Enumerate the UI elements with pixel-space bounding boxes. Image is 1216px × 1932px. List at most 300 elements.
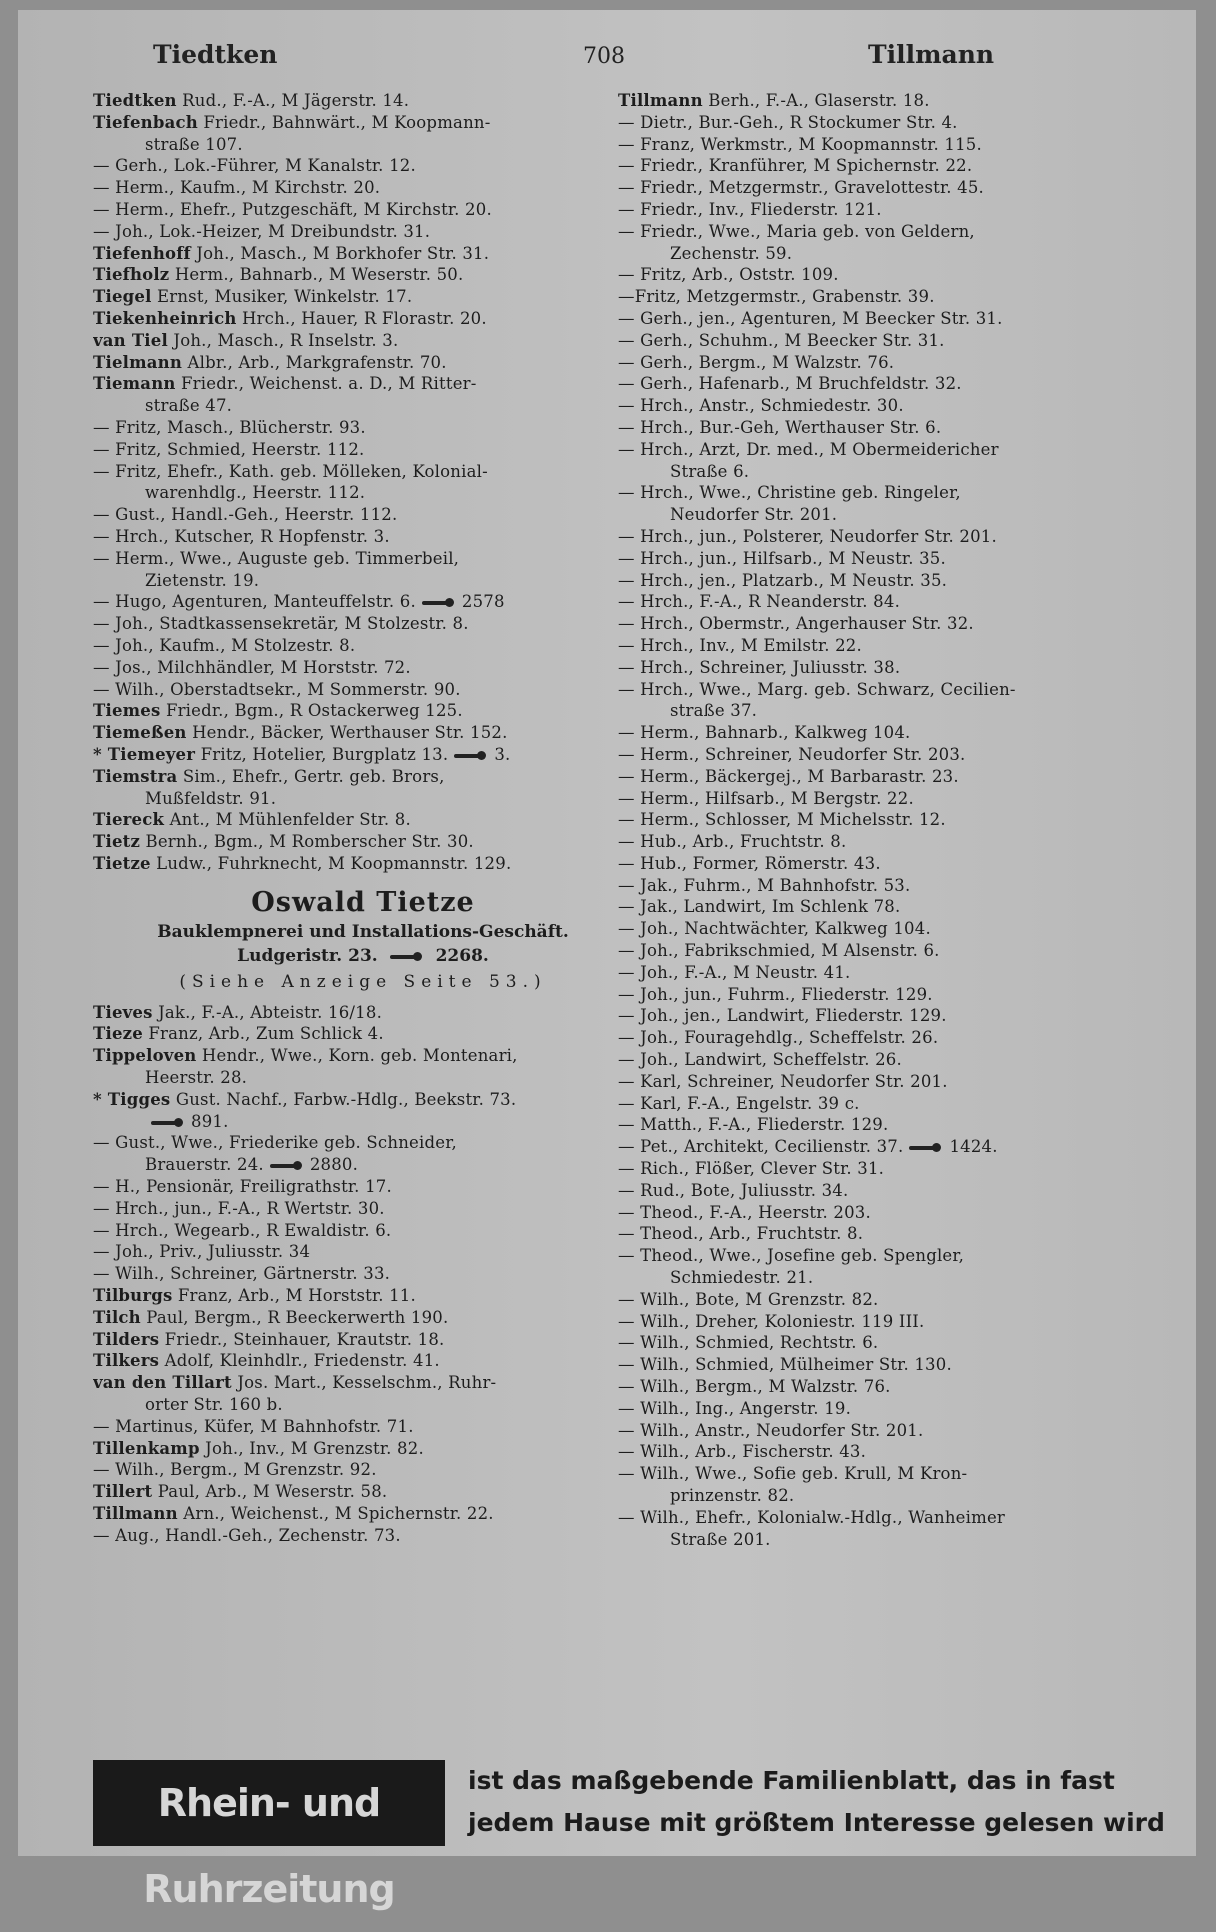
entry-text: Ernst, Musiker, Winkelstr. 17. <box>151 287 413 307</box>
entry-text: Friedr., Steinhauer, Krautstr. 18. <box>159 1329 445 1349</box>
entry-surname: Tilders <box>93 1329 160 1349</box>
entry-continuation <box>618 700 1158 722</box>
directory-entry <box>618 1463 1158 1485</box>
entry-text: Zechenstr. 59. <box>670 243 793 263</box>
entry-text: Hendr., Wwe., Korn. geb. Montenari, <box>196 1046 518 1066</box>
telephone-icon <box>390 952 424 961</box>
entry-surname: Tiefholz <box>93 265 170 285</box>
entry-text: — Hrch., Wegearb., R Ewaldistr. 6. <box>93 1220 392 1240</box>
directory-entry <box>93 635 633 657</box>
directory-entry <box>93 1503 633 1525</box>
directory-entry <box>93 1023 633 1045</box>
entry-text: — Wilh., Wwe., Sofie geb. Krull, M Kron- <box>618 1464 968 1484</box>
entry-continuation <box>618 243 1158 265</box>
entry-text: — Hrch., F.-A., R Neanderstr. 84. <box>618 592 901 612</box>
directory-entry <box>618 1202 1158 1224</box>
entry-phone-number: 2578 <box>461 592 505 612</box>
directory-entry <box>618 722 1158 744</box>
entry-text: — Herm., Wwe., Auguste geb. Timmerbeil, <box>93 548 460 568</box>
directory-entry <box>618 679 1158 701</box>
entry-text: — Hub., Former, Römerstr. 43. <box>618 853 881 873</box>
directory-entry <box>618 482 1158 504</box>
entry-text: — Matth., F.-A., Fliederstr. 129. <box>618 1115 889 1135</box>
running-head-right: Tillmann <box>868 40 995 69</box>
entry-text: — Gerh., Hafenarb., M Bruchfeldstr. 32. <box>618 374 962 394</box>
directory-entry <box>93 1350 633 1372</box>
directory-entry <box>618 373 1158 395</box>
entry-continuation <box>93 788 633 810</box>
entry-text: Berh., F.-A., Glaserstr. 18. <box>702 91 930 110</box>
entry-list-right <box>618 90 1158 1550</box>
directory-entry <box>618 1114 1158 1136</box>
entry-text: — Wilh., Bergm., M Walzstr. 76. <box>618 1377 891 1397</box>
advert-name: Oswald Tietze <box>251 886 475 918</box>
entry-text: Brauerstr. 24. <box>145 1155 264 1175</box>
entry-surname: * Tiemeyer <box>93 744 196 764</box>
directory-entry <box>93 221 633 243</box>
directory-entry <box>618 1441 1158 1463</box>
entry-continuation <box>93 570 633 592</box>
directory-entry <box>93 548 633 570</box>
directory-entry <box>93 1307 633 1329</box>
entry-list-part-1 <box>93 90 633 875</box>
entry-surname: van Tiel <box>93 330 168 350</box>
directory-entry <box>93 308 633 330</box>
directory-entry <box>618 831 1158 853</box>
entry-text: — Wilh., Ehefr., Kolonialw.-Hdlg., Wanheimer <box>618 1507 1005 1527</box>
entry-text: — Wilh., Ing., Angerstr. 19. <box>618 1398 852 1418</box>
entry-text: — Friedr., Kranführer, M Spichernstr. 22. <box>618 156 973 176</box>
entry-phone-number: 2880. <box>309 1155 359 1175</box>
entry-text: Franz, Arb., M Horststr. 11. <box>172 1286 416 1306</box>
entry-surname: Tiefenhoff <box>93 243 191 263</box>
directory-entry <box>618 918 1158 940</box>
directory-entry <box>618 1398 1158 1420</box>
entry-text: — Hrch., Wwe., Christine geb. Ringeler, <box>618 483 961 503</box>
directory-entry <box>93 373 633 395</box>
business-advert <box>93 887 633 992</box>
entry-text: — Joh., Fouragehdlg., Scheffelstr. 26. <box>618 1028 939 1048</box>
directory-entry <box>618 308 1158 330</box>
directory-entry <box>93 657 633 679</box>
entry-text: — Joh., Kaufm., M Stolzestr. 8. <box>93 635 356 655</box>
entry-text: Ant., M Mühlenfelder Str. 8. <box>164 810 411 830</box>
entry-text: — Hrch., jun., F.-A., R Wertstr. 30. <box>93 1198 385 1218</box>
left-column <box>93 90 633 1547</box>
directory-entry <box>618 591 1158 613</box>
entry-continuation <box>93 395 633 417</box>
directory-entry <box>618 134 1158 156</box>
entry-text: straße 107. <box>145 134 243 154</box>
telephone-icon <box>151 1118 185 1127</box>
entry-text: — Jak., Landwirt, Im Schlenk 78. <box>618 897 901 917</box>
entry-text: straße 37. <box>670 701 758 721</box>
entry-text: — Hrch., Schreiner, Juliusstr. 38. <box>618 657 901 677</box>
entry-text: — Jos., Milchhändler, M Horststr. 72. <box>93 657 411 677</box>
directory-entry <box>618 1049 1158 1071</box>
entry-text: — Herm., Hilfsarb., M Bergstr. 22. <box>618 788 914 808</box>
entry-text: Jak., F.-A., Abteistr. 16/18. <box>152 1002 383 1022</box>
entry-phone-number: 3. <box>494 744 511 764</box>
directory-entry <box>618 1289 1158 1311</box>
directory-entry <box>618 1376 1158 1398</box>
entry-text: Friedr., Bahnwärt., M Koopmann- <box>197 112 491 132</box>
entry-text: — Fritz, Ehefr., Kath. geb. Mölleken, Kolonial- <box>93 461 488 481</box>
entry-text: — Gust., Handl.-Geh., Heerstr. 112. <box>93 505 398 525</box>
entry-text: — Joh., jen., Landwirt, Fliederstr. 129. <box>618 1006 947 1026</box>
entry-text: — Theod., F.-A., Heerstr. 203. <box>618 1202 871 1222</box>
directory-entry <box>618 526 1158 548</box>
directory-entry <box>93 809 633 831</box>
directory-entry <box>618 1093 1158 1115</box>
directory-entry <box>618 439 1158 461</box>
advert-address: Ludgeristr. 23. <box>237 945 378 966</box>
directory-entry <box>618 1180 1158 1202</box>
entry-text: Hendr., Bäcker, Werthauser Str. 152. <box>186 723 508 743</box>
entry-surname: Tiekenheinrich <box>93 308 237 328</box>
entry-text: — Wilh., Oberstadtsekr., M Sommerstr. 90. <box>93 679 461 699</box>
entry-text: — Joh., Fabrikschmied, M Alsenstr. 6. <box>618 941 940 961</box>
entry-text: Fritz, Hotelier, Burgplatz 13. <box>195 744 449 764</box>
entry-text: Neudorfer Str. 201. <box>670 505 838 525</box>
entry-continuation <box>618 1485 1158 1507</box>
entry-continuation <box>618 1267 1158 1289</box>
directory-entry <box>618 417 1158 439</box>
entry-text: Bernh., Bgm., M Romberscher Str. 30. <box>140 832 474 852</box>
entry-text: — Joh., Priv., Juliusstr. 34 <box>93 1242 311 1262</box>
directory-entry <box>93 417 633 439</box>
directory-entry <box>618 548 1158 570</box>
directory-entry <box>618 221 1158 243</box>
directory-entry <box>618 112 1158 134</box>
entry-text: — Jak., Fuhrm., M Bahnhofstr. 53. <box>618 875 911 895</box>
directory-entry <box>93 744 633 766</box>
entry-surname: Tiemeßen <box>93 723 187 743</box>
directory-entry <box>93 722 633 744</box>
entry-surname: van den Tillart <box>93 1373 232 1393</box>
directory-entry <box>618 853 1158 875</box>
entry-surname: Tillmann <box>93 1504 178 1524</box>
directory-entry <box>618 155 1158 177</box>
entry-text: — Hrch., Wwe., Marg. geb. Schwarz, Cecilien- <box>618 679 1016 699</box>
entry-text: — Hrch., Anstr., Schmiedestr. 30. <box>618 396 904 416</box>
entry-text: Hrch., Hauer, R Florastr. 20. <box>236 308 487 328</box>
entry-text: — Karl, Schreiner, Neudorfer Str. 201. <box>618 1071 948 1091</box>
entry-text: — Dietr., Bur.-Geh., R Stockumer Str. 4. <box>618 112 958 132</box>
entry-surname: Tiegel <box>93 287 152 307</box>
page-number: 708 <box>583 44 625 69</box>
entry-text: Straße 6. <box>670 461 750 481</box>
entry-text: — Hugo, Agenturen, Manteuffelstr. 6. <box>93 592 416 612</box>
directory-entry <box>93 1329 633 1351</box>
directory-entry <box>93 1285 633 1307</box>
directory-entry <box>618 809 1158 831</box>
directory-entry <box>93 1372 633 1394</box>
entry-text: Franz, Arb., Zum Schlick 4. <box>142 1024 384 1044</box>
entry-surname: Tiemes <box>93 701 161 721</box>
directory-entry <box>93 1525 633 1547</box>
directory-entry <box>618 1245 1158 1267</box>
entry-text: — Fritz, Arb., Oststr. 109. <box>618 265 839 285</box>
entry-text: — Hrch., jen., Platzarb., M Neustr. 35. <box>618 570 948 590</box>
newspaper-advert-banner <box>93 1760 1165 1911</box>
entry-text: — Hrch., Arzt, Dr. med., M Obermeidericher <box>618 439 999 459</box>
entry-text: — Gerh., Schuhm., M Beecker Str. 31. <box>618 330 945 350</box>
entry-text: — Fritz, Schmied, Heerstr. 112. <box>93 439 365 459</box>
entry-text: Sim., Ehefr., Gertr. geb. Brors, <box>177 766 445 786</box>
entry-surname: Tiemstra <box>93 766 178 786</box>
directory-entry <box>618 788 1158 810</box>
entry-continuation <box>93 134 633 156</box>
entry-text: — Fritz, Masch., Blücherstr. 93. <box>93 417 366 437</box>
entry-surname: Tillmann <box>618 91 703 110</box>
directory-entry <box>618 1071 1158 1093</box>
entry-text: — Wilh., Arb., Fischerstr. 43. <box>618 1442 867 1462</box>
directory-entry <box>618 264 1158 286</box>
directory-entry <box>93 112 633 134</box>
entry-text: — Gerh., jen., Agenturen, M Beecker Str. 31. <box>618 308 1003 328</box>
entry-surname: Tiefenbach <box>93 112 198 132</box>
entry-text: — Joh., Landwirt, Scheffelstr. 26. <box>618 1050 902 1070</box>
directory-entry <box>93 1481 633 1503</box>
directory-entry <box>93 1089 633 1111</box>
directory-entry <box>93 613 633 635</box>
entry-text: Friedr., Weichenst. a. D., M Ritter- <box>175 374 477 394</box>
entry-surname: Tilch <box>93 1307 141 1327</box>
entry-text: prinzenstr. 82. <box>670 1486 795 1505</box>
advert-reference: (Siehe Anzeige Seite 53.) <box>179 971 547 992</box>
entry-text: — Wilh., Anstr., Neudorfer Str. 201. <box>618 1420 924 1440</box>
directory-entry <box>93 330 633 352</box>
directory-entry <box>93 591 633 613</box>
entry-text: — Rich., Flößer, Clever Str. 31. <box>618 1159 885 1179</box>
entry-surname: Tieves <box>93 1002 153 1022</box>
entry-text: — Wilh., Schmied, Mülheimer Str. 130. <box>618 1355 952 1375</box>
entry-continuation <box>93 482 633 504</box>
directory-entry <box>618 1005 1158 1027</box>
telephone-icon <box>270 1161 304 1170</box>
entry-text: — Theod., Arb., Fruchtstr. 8. <box>618 1224 864 1244</box>
entry-text: — Wilh., Bote, M Grenzstr. 82. <box>618 1289 879 1309</box>
directory-entry <box>618 352 1158 374</box>
directory-entry <box>618 1507 1158 1529</box>
entry-text: — Hub., Arb., Fruchtstr. 8. <box>618 832 847 852</box>
entry-continuation <box>618 461 1158 483</box>
directory-page <box>18 10 1196 1911</box>
entry-text: Herm., Bahnarb., M Weserstr. 50. <box>169 265 464 285</box>
directory-entry <box>93 1438 633 1460</box>
directory-entry <box>93 526 633 548</box>
entry-continuation <box>93 1111 633 1133</box>
entry-text: — Joh., Lok.-Heizer, M Dreibundstr. 31. <box>93 221 431 241</box>
entry-text: — Gust., Wwe., Friederike geb. Schneider, <box>93 1133 457 1153</box>
directory-entry <box>93 199 633 221</box>
entry-text: Paul, Bergm., R Beeckerwerth 190. <box>140 1307 449 1327</box>
entry-text: —Fritz, Metzgermstr., Grabenstr. 39. <box>618 287 935 307</box>
advert-address-row <box>93 946 633 966</box>
entry-text: Heerstr. 28. <box>145 1068 248 1088</box>
directory-entry <box>93 1176 633 1198</box>
entry-continuation <box>93 1067 633 1089</box>
entry-text: — Joh., Nachtwächter, Kalkweg 104. <box>618 919 931 939</box>
entry-text: — Theod., Wwe., Josefine geb. Spengler, <box>618 1246 965 1266</box>
entry-surname: Tilburgs <box>93 1286 173 1306</box>
directory-entry <box>93 1132 633 1154</box>
entry-text: — Hrch., jun., Polsterer, Neudorfer Str. 201. <box>618 526 997 546</box>
directory-entry <box>93 853 633 875</box>
entry-surname: * Tigges <box>93 1089 171 1109</box>
entry-text: — Gerh., Lok.-Führer, M Kanalstr. 12. <box>93 156 416 176</box>
entry-text: Ludw., Fuhrknecht, M Koopmannstr. 129. <box>150 853 512 873</box>
directory-entry <box>93 1459 633 1481</box>
directory-entry <box>93 90 633 112</box>
entry-text: Schmiedestr. 21. <box>670 1268 814 1288</box>
directory-entry <box>93 766 633 788</box>
advert-phone: 2268. <box>435 945 489 966</box>
entry-surname: Tillert <box>93 1482 153 1502</box>
entry-text: — Joh., jun., Fuhrm., Fliederstr. 129. <box>618 984 933 1004</box>
entry-text: — Rud., Bote, Juliusstr. 34. <box>618 1180 849 1200</box>
directory-entry <box>618 330 1158 352</box>
entry-surname: Tiemann <box>93 374 176 394</box>
directory-entry <box>93 243 633 265</box>
entry-list-part-2 <box>93 1002 633 1547</box>
entry-surname: Tieze <box>93 1024 143 1044</box>
directory-entry <box>618 1158 1158 1180</box>
entry-text: — Herm., Schlosser, M Michelsstr. 12. <box>618 810 946 830</box>
entry-text: — Wilh., Bergm., M Grenzstr. 92. <box>93 1460 377 1480</box>
running-head-left: Tiedtken <box>153 40 278 69</box>
directory-entry <box>93 1198 633 1220</box>
entry-text: — Wilh., Schreiner, Gärtnerstr. 33. <box>93 1264 391 1284</box>
entry-text: — Herm., Schreiner, Neudorfer Str. 203. <box>618 744 966 764</box>
directory-entry <box>618 1420 1158 1442</box>
entry-surname: Tietze <box>93 853 151 873</box>
entry-text: warenhdlg., Heerstr. 112. <box>145 483 366 503</box>
banner-brand: Rhein- und Ruhrzeitung <box>93 1760 445 1846</box>
directory-entry <box>93 155 633 177</box>
directory-entry <box>93 439 633 461</box>
entry-text: Adolf, Kleinhdlr., Friedenstr. 41. <box>159 1351 440 1371</box>
entry-text: — Hrch., jun., Hilfsarb., M Neustr. 35. <box>618 548 946 568</box>
directory-entry <box>93 831 633 853</box>
entry-text: Joh., Masch., R Inselstr. 3. <box>167 330 399 350</box>
entry-text: — Friedr., Wwe., Maria geb. von Geldern, <box>618 221 975 241</box>
entry-surname: Tietz <box>93 832 141 852</box>
entry-continuation <box>618 504 1158 526</box>
telephone-icon <box>422 598 456 607</box>
entry-text: Rud., F.-A., M Jägerstr. 14. <box>176 91 410 110</box>
entry-text: Zietenstr. 19. <box>145 570 260 590</box>
entry-text: — Herm., Kaufm., M Kirchstr. 20. <box>93 178 381 198</box>
entry-surname: Tiereck <box>93 810 165 830</box>
directory-entry <box>93 679 633 701</box>
telephone-icon <box>909 1143 943 1152</box>
entry-text: Straße 201. <box>670 1529 771 1549</box>
entry-text: — Pet., Architekt, Cecilienstr. 37. <box>618 1137 904 1157</box>
directory-entry <box>618 635 1158 657</box>
directory-entry <box>618 395 1158 417</box>
directory-entry <box>618 1332 1158 1354</box>
entry-surname: Tiedtken <box>93 91 177 110</box>
entry-text: — Aug., Handl.-Geh., Zechenstr. 73. <box>93 1525 401 1545</box>
directory-entry <box>618 1223 1158 1245</box>
directory-entry <box>93 286 633 308</box>
entry-surname: Tippeloven <box>93 1046 197 1066</box>
directory-entry <box>618 875 1158 897</box>
directory-entry <box>618 90 1158 112</box>
entry-text: — H., Pensionär, Freiligrathstr. 17. <box>93 1177 392 1197</box>
entry-text: — Wilh., Schmied, Rechtstr. 6. <box>618 1333 879 1353</box>
directory-entry <box>93 352 633 374</box>
entry-text: Joh., Inv., M Grenzstr. 82. <box>199 1438 424 1458</box>
directory-entry <box>93 700 633 722</box>
directory-entry <box>618 570 1158 592</box>
entry-text: — Hrch., Bur.-Geh, Werthauser Str. 6. <box>618 417 942 437</box>
entry-text: straße 47. <box>145 396 233 416</box>
directory-entry <box>618 199 1158 221</box>
entry-text: Albr., Arb., Markgrafenstr. 70. <box>182 352 447 372</box>
directory-entry <box>93 1241 633 1263</box>
entry-text: — Joh., F.-A., M Neustr. 41. <box>618 962 851 982</box>
directory-entry <box>618 940 1158 962</box>
directory-entry <box>93 504 633 526</box>
banner-text-line-2: jedem Hause mit größtem Interesse gelesen wird <box>468 1808 1165 1837</box>
entry-continuation <box>93 1394 633 1416</box>
entry-text: — Joh., Stadtkassensekretär, M Stolzestr. 8. <box>93 614 469 634</box>
entry-continuation <box>93 1154 633 1176</box>
directory-entry <box>618 286 1158 308</box>
entry-text: Arn., Weichenst., M Spichernstr. 22. <box>177 1504 494 1524</box>
directory-entry <box>618 1311 1158 1333</box>
entry-continuation <box>618 1529 1158 1551</box>
directory-entry <box>93 1416 633 1438</box>
entry-phone-number: 891. <box>191 1111 229 1131</box>
entry-text: Gust. Nachf., Farbw.-Hdlg., Beekstr. 73. <box>170 1089 517 1109</box>
directory-entry <box>618 177 1158 199</box>
directory-entry <box>618 744 1158 766</box>
entry-text: Friedr., Bgm., R Ostackerweg 125. <box>160 701 463 721</box>
entry-text: — Friedr., Inv., Fliederstr. 121. <box>618 199 882 219</box>
entry-text: — Martinus, Küfer, M Bahnhofstr. 71. <box>93 1416 414 1436</box>
directory-entry <box>618 613 1158 635</box>
directory-entry <box>93 1045 633 1067</box>
right-column <box>618 90 1158 1550</box>
directory-entry <box>93 264 633 286</box>
entry-text: Joh., Masch., M Borkhofer Str. 31. <box>190 243 490 263</box>
entry-surname: Tielmann <box>93 352 183 372</box>
directory-entry <box>618 1354 1158 1376</box>
directory-entry <box>618 766 1158 788</box>
entry-text: — Wilh., Dreher, Koloniestr. 119 III. <box>618 1311 925 1331</box>
entry-text: — Karl, F.-A., Engelstr. 39 c. <box>618 1093 860 1113</box>
directory-entry <box>618 1027 1158 1049</box>
entry-text: — Herm., Ehefr., Putzgeschäft, M Kirchstr. 20. <box>93 199 492 219</box>
entry-phone-number: 1424. <box>949 1137 998 1157</box>
entry-text: — Herm., Bäckergej., M Barbarastr. 23. <box>618 766 959 786</box>
directory-entry <box>618 896 1158 918</box>
directory-entry <box>618 962 1158 984</box>
directory-entry <box>93 1263 633 1285</box>
directory-entry <box>93 177 633 199</box>
entry-text: — Franz, Werkmstr., M Koopmannstr. 115. <box>618 134 982 154</box>
entry-text: — Hrch., Kutscher, R Hopfenstr. 3. <box>93 526 390 546</box>
banner-text-line-1: ist das maßgebende Familienblatt, das in fast <box>468 1766 1115 1795</box>
directory-entry <box>93 1220 633 1242</box>
entry-text: — Gerh., Bergm., M Walzstr. 76. <box>618 352 895 372</box>
advert-trade: Bauklempnerei und Installations-Geschäft. <box>157 921 569 942</box>
entry-text: — Hrch., Inv., M Emilstr. 22. <box>618 635 862 655</box>
